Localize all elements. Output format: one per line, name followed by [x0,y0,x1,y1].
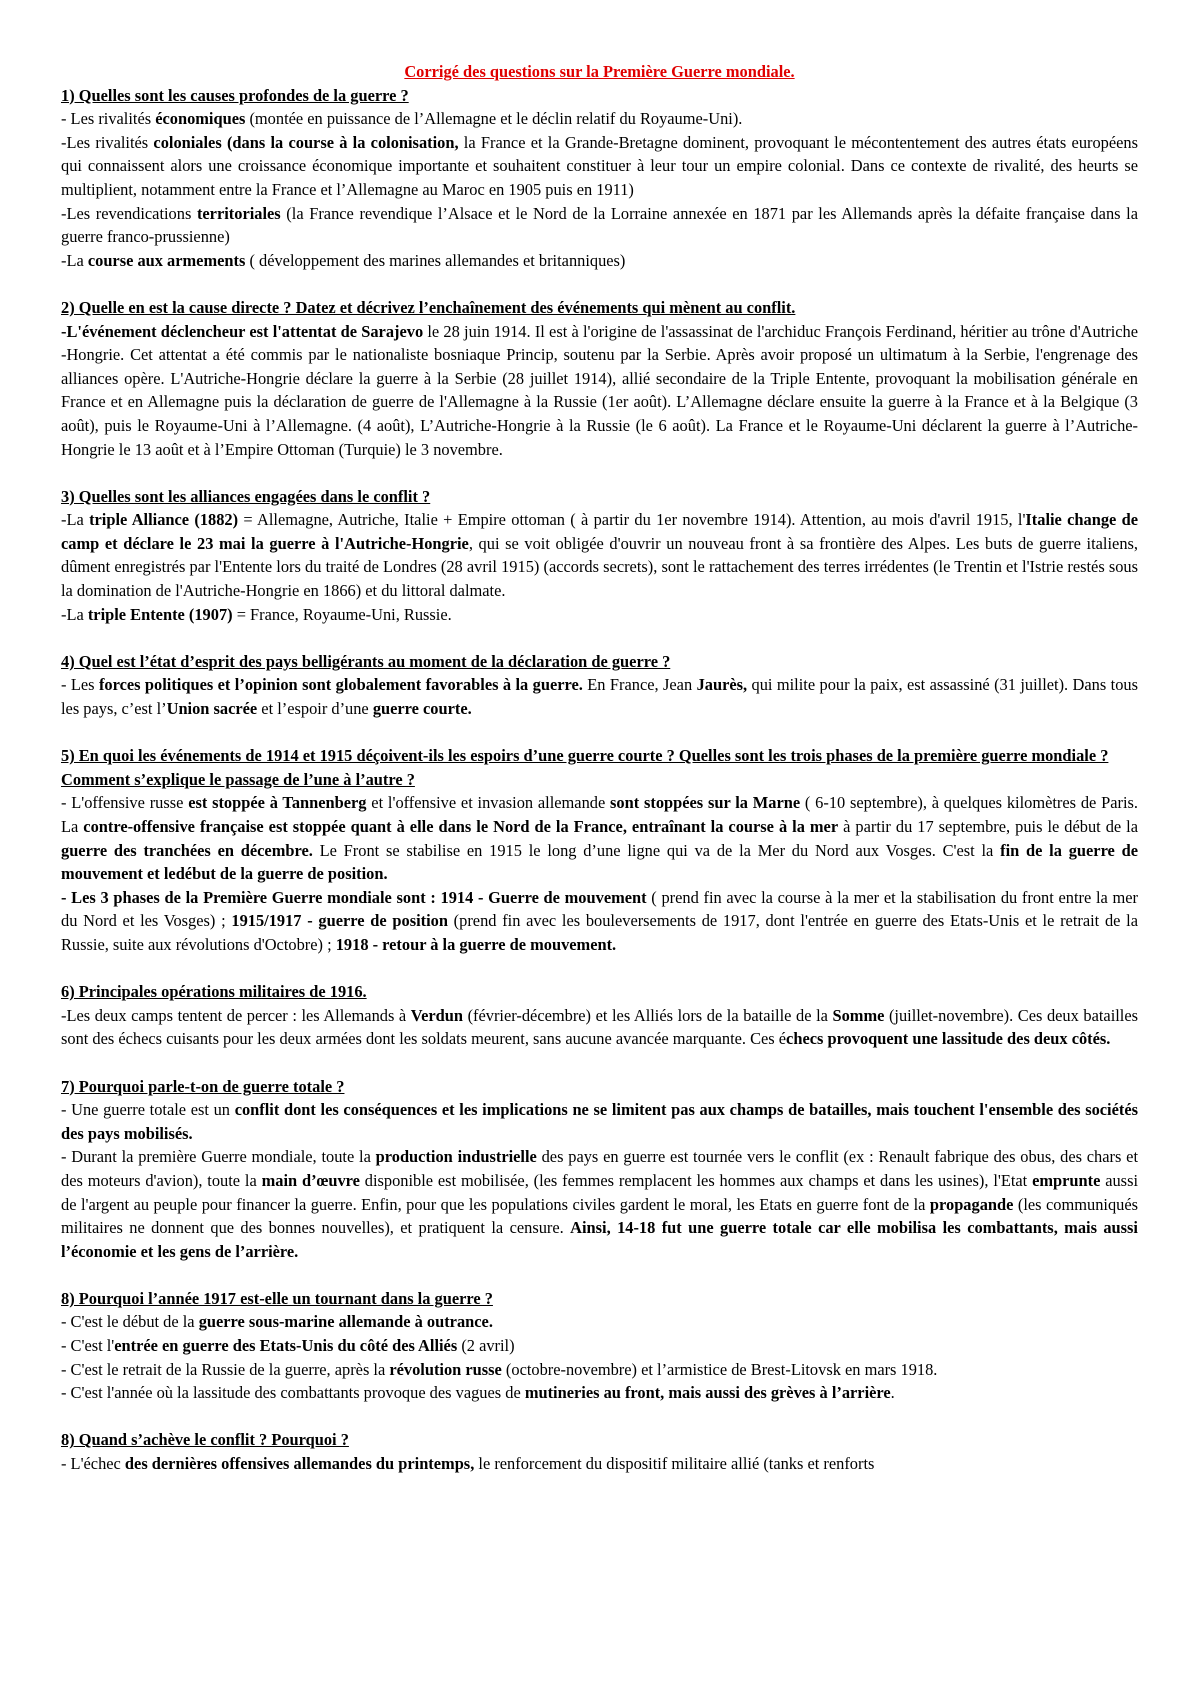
answer-text: - L'offensive russe [61,793,189,813]
section-spacer [61,721,1138,745]
section-spacer [61,272,1138,296]
emphasis-text: est stoppée à Tannenberg [188,793,367,813]
answer-paragraph [61,673,1138,720]
answer-paragraph [61,1358,1138,1382]
answer-text: ( 6-10 septembre), à quelques kilomètres de Paris. La [61,793,1138,836]
answer-paragraph [61,1452,1138,1476]
answer-paragraph [61,1381,1138,1405]
answer-text: et l’espoir d’une [257,699,373,719]
question-heading: 8) Quand s’achève le conflit ? Pourquoi ? [61,1430,349,1450]
answer-text: = France, Royaume-Uni, Russie. [232,604,452,624]
answer-text: -Les deux camps tentent de percer : les Allemands à [61,1005,411,1025]
answer-text: - C'est l'année où la lassitude des combattants provoque des vagues de [61,1383,525,1403]
answer-text: En France, Jean [582,675,697,695]
emphasis-text: conflit dont les conséquences et les implications ne se limitent pas aux champs de batailles, mais touchent l'ensemble des sociétés des pays mobilisés. [61,1100,1139,1143]
answer-text: = Allemagne, Autriche, Italie + Empire ottoman ( à partir du 1er novembre 1914). Attention, au mois d'avril 1915, l' [238,510,1026,530]
answer-text: - Les [61,675,99,695]
emphasis-text: triple Entente (1907) [87,604,233,624]
emphasis-text: 1918 - retour à la guerre de mouvement. [335,934,617,954]
emphasis-text: forces politiques et l’opinion sont globalement favorables à la guerre. [98,675,583,695]
section-spacer [61,461,1138,485]
answer-text: qui milite pour la paix, est assassiné (31 juillet). Dans tous les pays, c’est l’ [61,675,1138,719]
emphasis-text: Union sacrée [166,699,258,719]
answer-text: le renforcement du dispositif militaire allié (tanks et renforts [474,1454,875,1474]
answer-text: , qui se voit obligée d'ouvrir un nouveau front à sa frontière des Alpes. Les buts de guerre italiens, dûment enregistrés par l'Entente lors du traité de Londres (28 avril 1915) (accords secrets), sont le rattachement des terres irrédentes (le Trentin et l'Istrie restés sous la domination de l'Autriche-Hongrie en 1866) et du littoral dalmate. [61,533,1138,601]
answer-text: -La [61,250,88,270]
emphasis-text: 1915/1917 - guerre de position [231,911,448,931]
emphasis-text: guerre sous-marine allemande à outrance. [198,1312,493,1332]
answer-paragraph [61,1334,1138,1358]
answer-paragraph [61,1004,1138,1051]
answer-paragraph [61,131,1138,202]
answer-paragraph [61,320,1138,462]
section-spacer [61,626,1138,650]
section-spacer [61,957,1138,981]
document-content [61,60,1138,1476]
emphasis-text: propagande [929,1194,1014,1214]
answer-text: (octobre-novembre) et l’armistice de Brest-Litovsk en mars 1918. [501,1359,938,1379]
emphasis-text: économiques [155,109,246,129]
emphasis-text: sont stoppées sur la Marne [610,793,801,813]
emphasis-text: Verdun [410,1005,464,1025]
answer-text: (les communiqués militaires ne donnent que des bonnes nouvelles), et pratiquent la censure. [61,1194,1138,1238]
document-title: Corrigé des questions sur la Première Guerre mondiale. [404,62,795,81]
answer-text: - C'est le retrait de la Russie de la guerre, après la [61,1359,390,1379]
question-heading: 7) Pourquoi parle-t-on de guerre totale ? [61,1076,345,1096]
answer-text: Le Front se stabilise en 1915 le long d’une ligne qui va de la Mer du Nord aux Vosges. C'est la [312,840,1001,860]
answer-text: (2 avril) [457,1336,515,1356]
question-heading: 6) Principales opérations militaires de 1916. [61,982,367,1002]
answer-text: la France et la Grande-Bretagne dominent, provoquant le mécontentement des autres états européens qui connaissent alors une croissance économique importante et souhaitent constituer à leur tour un empire colonial. Dans ce contexte de rivalité, des heurts se multiplient, notamment entre la France et l’Allemagne au Maroc en 1905 puis en 1911) [61,132,1138,199]
answer-text: (la France revendique l’Alsace et le Nord de la Lorraine annexée en 1871 par les Allemands après la défaite française dans la guerre franco-prussienne) [61,203,1138,247]
answer-text: - C'est l' [61,1336,115,1356]
answer-paragraph [61,603,1138,627]
emphasis-text: révolution russe [389,1359,502,1379]
answer-text: . [890,1383,895,1403]
question-heading: 8) Pourquoi l’année 1917 est-elle un tournant dans la guerre ? [61,1288,493,1308]
question-heading: 1) Quelles sont les causes profondes de la guerre ? [61,85,409,105]
emphasis-text: guerre des tranchées en décembre. [61,840,313,860]
answer-paragraph [61,1145,1138,1263]
emphasis-text: fin de la guerre de mouvement et ledébut de la guerre de position. [61,840,1138,884]
answer-text: (février-décembre) et les Alliés lors de la bataille de la [463,1005,833,1025]
question-heading: 5) En quoi les événements de 1914 et 1915 déçoivent-ils les espoirs d’une guerre courte ? Quelles sont les trois phases de la première guerre mondiale ? Comment s’explique le passage de l’une à l’autre ? [61,746,1109,789]
emphasis-text: Italie change de camp et déclare le 23 mai la guerre à l'Autriche-Hongrie [61,510,1138,553]
answer-text: - Durant la première Guerre mondiale, toute la [61,1147,376,1167]
emphasis-text: des dernières offensives allemandes du printemps, [124,1454,475,1474]
emphasis-text: production industrielle [375,1147,537,1167]
question-heading: 3) Quelles sont les alliances engagées dans le conflit ? [61,486,431,506]
emphasis-text: emprunte [1032,1170,1101,1190]
answer-paragraph [61,249,1138,273]
emphasis-text: entrée en guerre des Etats-Unis du côté des Alliés [114,1336,458,1356]
answer-text: -Les rivalités [61,132,154,152]
emphasis-text: territoriales [196,203,281,223]
emphasis-text: triple Alliance (1882) [89,510,239,530]
answer-text: - L'échec [61,1454,125,1474]
answer-text: - Les rivalités [61,109,156,129]
answer-text: -La [61,604,88,624]
emphasis-text: main d’œuvre [261,1170,360,1190]
question-heading: 4) Quel est l’état d’esprit des pays belligérants au moment de la déclaration de guerre ? [61,651,671,671]
emphasis-text: -L'événement déclencheur est l'attentat de Sarajevo [61,321,424,341]
section-spacer [61,1405,1138,1429]
emphasis-text: Jaurès, [696,675,748,695]
emphasis-text: course aux armements [87,250,246,270]
answer-text: - Une guerre totale est un [61,1100,235,1120]
answer-paragraph [61,791,1138,885]
answer-text: -La [61,510,90,530]
answer-text: ( prend fin avec la course à la mer et la stabilisation du front entre la mer du Nord et les Vosges) ; [61,887,1138,931]
question-heading: 2) Quelle en est la cause directe ? Datez et décrivez l’enchaînement des événements qui mènent au conflit. [61,297,796,317]
answer-paragraph [61,1098,1138,1145]
emphasis-text: - Les 3 phases de la Première Guerre mondiale sont : 1914 - Guerre de mouvement [61,887,647,907]
answer-text: - C'est le début de la [61,1312,199,1332]
emphasis-text: Ainsi, 14-18 fut une guerre totale car elle mobilisa les combattants, mais aussi l’économie et les gens de l’arrière. [61,1218,1138,1261]
section-spacer [61,1051,1138,1075]
answer-paragraph [61,886,1138,957]
answer-text: (prend fin avec les bouleversements de 1917, dont l'entrée en guerre des Etats-Unis et le retrait de la Russie, suite aux révolutions d'Octobre) ; [61,911,1138,954]
answer-text: -Les revendications [61,203,197,223]
emphasis-text: contre-offensive française est stoppée quant à elle dans le Nord de la France, entraînant la course à la mer [83,817,839,836]
emphasis-text: mutineries au front, mais aussi des grèves à l’arrière [524,1383,891,1403]
section-spacer [61,1263,1138,1287]
answer-paragraph [61,202,1138,249]
answer-paragraph [61,508,1138,602]
emphasis-text: guerre courte. [372,699,472,719]
answer-paragraph [61,1310,1138,1334]
answer-text: le 28 juin 1914. Il est à l'origine de l'assassinat de l'archiduc François Ferdinand, héritier au trône d'Autriche -Hongrie. Cet attentat a été commis par le nationaliste bosniaque Princip, soutenu par la Serbie. Après avoir proposé un ultimatum à la Serbie, l'engrenage des alliances opère. L'Autriche-Hongrie déclare la guerre à la Serbie (28 juillet 1914), allié secondaire de la Triple Entente, provoquant la mobilisation générale en France et en Allemagne puis la déclaration de guerre de l'Allemagne à la Russie (1er août). L’Allemagne déclare ensuite la guerre à la France et à la Belgique (3 août), puis le Royaume-Uni à l’Allemagne. (4 août), L’Autriche-Hongrie à la Russie (le 6 août). La France et le Royaume-Uni déclarent la guerre à l’Autriche-Hongrie le 13 août et à l’Empire Ottoman (Turquie) le 3 novembre. [61,321,1138,459]
emphasis-text: checs provoquent une lassitude des deux côtés. [786,1029,1111,1049]
answer-text: ( développement des marines allemandes et britanniques) [245,250,626,270]
emphasis-text: Somme [832,1005,885,1025]
answer-text: (montée en puissance de l’Allemagne et le déclin relatif du Royaume-Uni). [245,109,743,129]
emphasis-text: coloniales (dans la course à la colonisation, [153,132,459,152]
answer-text: et l'offensive et invasion allemande [366,793,611,813]
answer-text: à partir du 17 septembre, puis le début de la [838,817,1138,836]
answer-text: des pays en guerre est tournée vers le conflit (ex : Renault fabrique des obus, des chars et des moteurs d'avion), toute la [61,1147,1138,1190]
answer-text: (juillet-novembre). Ces deux batailles sont des échecs cuisants pour les deux armées dont les soldats meurent, sans aucune avancée marquante. Ces é [61,1005,1139,1049]
answer-text: disponible est mobilisée, (les femmes remplacent les hommes aux champs et dans les usines), l'Etat [359,1170,1033,1190]
answer-paragraph [61,107,1138,131]
answer-text: aussi de l'argent au peuple pour financer la guerre. Enfin, pour que les populations civiles gardent le moral, les Etats en guerre font de la [61,1170,1138,1214]
